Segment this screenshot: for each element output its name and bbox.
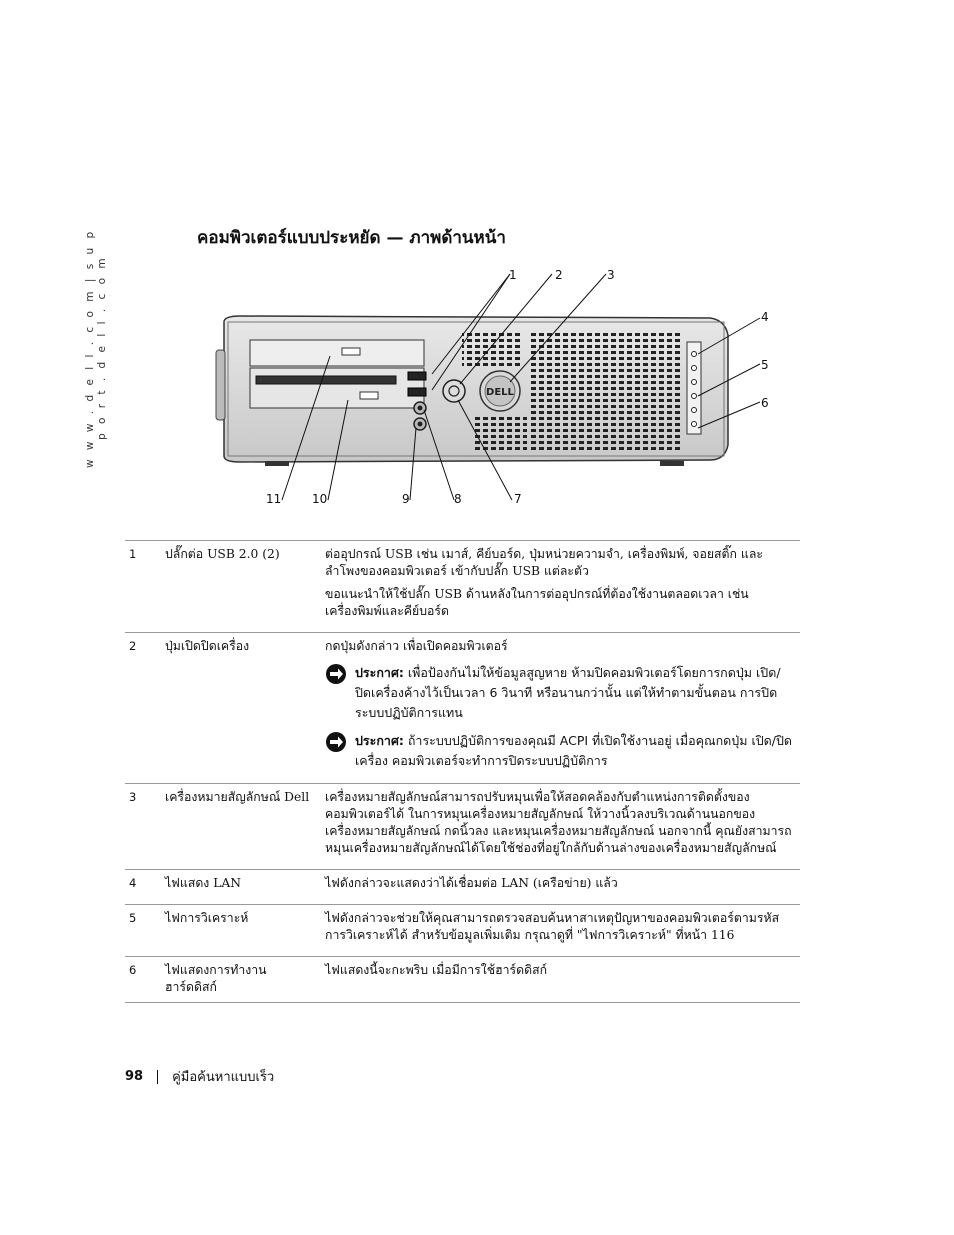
callout-1: 1 xyxy=(509,268,517,282)
usb-port-1 xyxy=(408,372,426,380)
callout-3: 3 xyxy=(607,268,615,282)
row-name: ปุ่มเปิดปิดเครื่อง xyxy=(161,633,321,784)
optical-drive xyxy=(250,340,424,366)
row-name: ไฟการวิเคราะห์ xyxy=(161,905,321,957)
notice-label: ประกาศ: xyxy=(355,665,404,680)
row-name: ปลั๊กต่อ USB 2.0 (2) xyxy=(161,541,321,633)
description-paragraph: ขอแนะนำให้ใช้ปลั๊ก USB ด้านหลังในการต่ออุปกรณ์ที่ต้องใช้งานตลอดเวลา เช่น เครื่องพิมพ์และคีย์บอร์ด xyxy=(325,587,749,618)
side-url: w w w . d e l l . c o m | s u p p o r t . d e l l . c o m xyxy=(84,228,108,468)
notice-icon xyxy=(325,663,347,685)
table-row xyxy=(125,905,800,957)
row-number: 2 xyxy=(125,633,161,784)
row-number: 4 xyxy=(125,870,161,905)
callout-11: 11 xyxy=(266,492,282,506)
description-paragraph: กดปุ่มดังกล่าว เพื่อเปิดคอมพิวเตอร์ xyxy=(325,639,508,653)
notice-block xyxy=(325,731,796,771)
computer-front-illustration xyxy=(210,260,810,520)
row-description xyxy=(321,870,800,905)
description-paragraph: ไฟดังกล่าวจะช่วยให้คุณสามารถตรวจสอบค้นหาสาเหตุปัญหาของคอมพิวเตอร์ตามรหัส การวิเคราะห์ได้ สำหรับข้อมูลเพิ่มเติม กรุณาดูที่ "ไฟการวิเคราะห์" ที่หน้า 116 xyxy=(325,911,780,942)
callout-7: 7 xyxy=(514,492,522,506)
notice-text: ถ้าระบบปฏิบัติการของคุณมี ACPI ที่เปิดใช้งานอยู่ เมื่อคุณกดปุ่ม เปิด/ปิดเครื่อง คอมพิวเตอร์จะทำการปิดระบบปฏิบัติการ xyxy=(355,733,793,768)
description-paragraph: ไฟแสดงนี้จะกะพริบ เมื่อมีการใช้ฮาร์ดดิสก์ xyxy=(325,963,548,977)
row-description xyxy=(321,784,800,870)
notice-block xyxy=(325,663,796,723)
callout-10: 10 xyxy=(312,492,328,506)
usb-port-2 xyxy=(408,388,426,396)
row-name: ไฟแสดง LAN xyxy=(161,870,321,905)
dell-logo-text: DELL xyxy=(486,387,514,398)
parts-table xyxy=(125,540,800,1003)
row-description xyxy=(321,541,800,633)
row-number: 6 xyxy=(125,957,161,1003)
table-row xyxy=(125,784,800,870)
row-description xyxy=(321,905,800,957)
notice-label: ประกาศ: xyxy=(355,733,404,748)
callout-4: 4 xyxy=(761,310,769,324)
callout-5: 5 xyxy=(761,358,769,372)
power-button xyxy=(443,380,465,402)
callout-2: 2 xyxy=(555,268,563,282)
page-footer xyxy=(125,1066,274,1087)
floppy-drive xyxy=(250,368,424,408)
callout-8: 8 xyxy=(454,492,462,506)
footer-title: คู่มือค้นหาแบบเร็ว xyxy=(172,1070,275,1085)
notice-icon xyxy=(325,731,347,753)
callout-6: 6 xyxy=(761,396,769,410)
callout-9: 9 xyxy=(402,492,410,506)
description-paragraph: ไฟดังกล่าวจะแสดงว่าได้เชื่อมต่อ LAN (เครือข่าย) แล้ว xyxy=(325,876,618,890)
row-number: 3 xyxy=(125,784,161,870)
row-number: 1 xyxy=(125,541,161,633)
row-name: เครื่องหมายสัญลักษณ์ Dell xyxy=(161,784,321,870)
row-number: 5 xyxy=(125,905,161,957)
description-paragraph: ต่ออุปกรณ์ USB เช่น เมาส์, คีย์บอร์ด, ปุ่มหน่วยความจำ, เครื่องพิมพ์, จอยสติ๊ก และ ลำโพงของคอมพิวเตอร์ เข้ากับปลั๊ก USB แต่ละตัว xyxy=(325,547,763,578)
page-title: คอมพิวเตอร์แบบประหยัด — ภาพด้านหน้า xyxy=(197,228,506,248)
table-row xyxy=(125,541,800,633)
description-paragraph: เครื่องหมายสัญลักษณ์สามารถปรับหมุนเพื่อให้สอดคล้องกับตำแหน่งการติดตั้งของ คอมพิวเตอร์ได้ ในการหมุนเครื่องหมายสัญลักษณ์ ให้วางนิ้วลงบริเวณด้านนอกของ เครื่องหมายสัญลักษณ์ กดนิ้วลง และหมุนเครื่องหมายสัญลักษณ์ นอกจากนี้ คุณยังสามารถ หมุนเครื่องหมายสัญลักษณ์ได้โดยใช้ช่องที่อยู่ใกล้กับด้านล่างของเครื่องหมายสัญลักษณ์ xyxy=(325,790,792,855)
table-row xyxy=(125,870,800,905)
notice-text: เพื่อป้องกันไม่ให้ข้อมูลสูญหาย ห้ามปิดคอมพิวเตอร์โดยการกดปุ่ม เปิด/ปิดเครื่องค้างไว้เป็นเวลา 6 วินาที หรือนานกว่านั้น แต่ให้ทำตามขั้นตอน การปิดระบบปฏิบัติการแทน xyxy=(355,665,781,720)
row-description xyxy=(321,633,800,784)
row-name: ไฟแสดงการทำงานฮาร์ดดิสก์ xyxy=(161,957,321,1003)
row-description xyxy=(321,957,800,1003)
table-row xyxy=(125,957,800,1003)
table-row xyxy=(125,633,800,784)
page-number: 98 xyxy=(125,1069,144,1084)
footer-divider xyxy=(157,1070,158,1084)
